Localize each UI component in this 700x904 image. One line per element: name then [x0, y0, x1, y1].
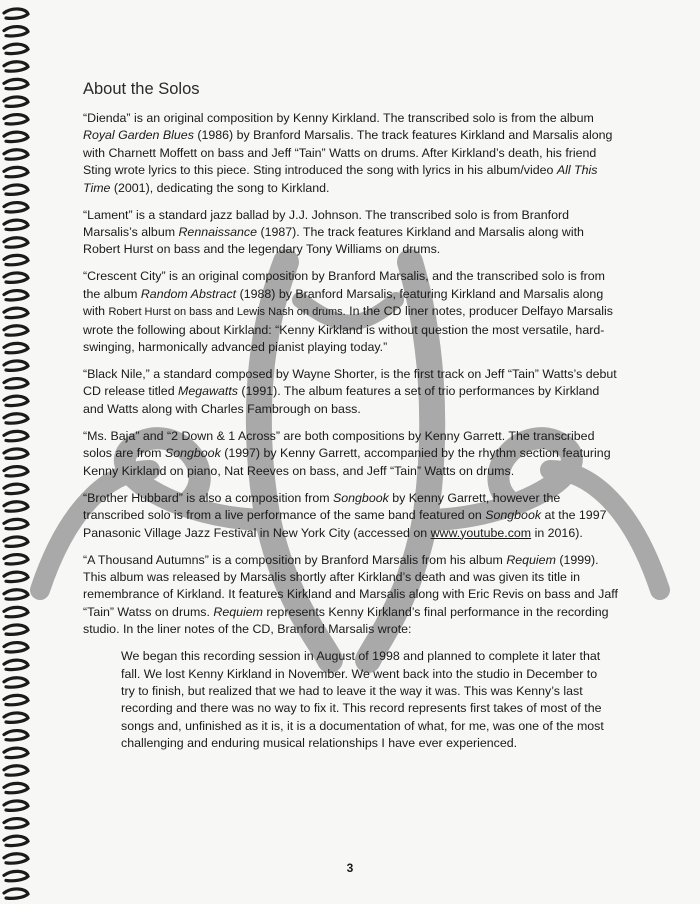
text-run: (1986) by Branford Marsalis. The track features Kirkland and Marsalis along with Charnett Moffett on bass and Jeff “Tain” Watts on drums. After Kirkland’s death, his friend Sting wrote lyrics to this piece. Sting introduced the song with lyrics in his album/video: [83, 128, 613, 178]
spiral-loop: [4, 167, 28, 176]
spiral-loop: [4, 660, 28, 669]
spiral-loop: [4, 44, 28, 53]
spiral-loop: [4, 379, 28, 388]
text-run: (1991). The album features a set of trio performances by Kirkland and Watts along with Charles Fambrough on bass.: [83, 384, 600, 416]
spiral-loop: [4, 203, 28, 212]
spiral-loop: [4, 502, 28, 511]
spiral-loop: [4, 326, 28, 335]
spiral-loop: [4, 625, 28, 634]
paragraph: [83, 366, 623, 418]
spiral-loop: [4, 731, 28, 740]
paragraph: [83, 268, 623, 356]
text-run: Robert Hurst on bass and Lewis Nash on drums.: [108, 306, 346, 319]
text-run: Random Abstract: [140, 286, 237, 301]
spiral-loop: [4, 431, 28, 440]
text-run: by Kenny Garrett, however the transcribed solo is from a live performance of the same band featured on: [83, 490, 561, 523]
spiral-loop: [4, 449, 28, 458]
text-run: (1999). This album was released by Marsalis shortly after Kirkland’s death and was given its title in remembrance of Kirkland. It features Kirkland and Marsalis along with Eric Revis on bass and Jaff “Tain” Watss on drums.: [83, 552, 618, 619]
document-content: [83, 78, 623, 753]
spiral-loop: [4, 484, 28, 493]
text-run: (1988) by Branford Marsalis, featuring Kirkland and Marsalis along with: [83, 286, 604, 319]
text-run: (2001), dedicating the song to Kirkland.: [110, 180, 330, 195]
spiral-binding: [0, 0, 40, 904]
spiral-loop: [4, 713, 28, 722]
spiral-loop: [4, 819, 28, 828]
paragraph: [83, 552, 623, 639]
section-heading: About the Solos: [83, 80, 200, 98]
spiral-loop: [4, 678, 28, 687]
spiral-loop: [4, 836, 28, 845]
paragraph: [83, 428, 623, 480]
text-run: In the CD liner notes, producer Delfayo Marsalis wrote the following about Kirkland: “Kenny Kirkland is without question the most versatile, hard-swinging, harmonically advanced pianist playing today.”: [83, 304, 613, 355]
spiral-loop: [4, 643, 28, 652]
spiral-loop: [4, 414, 28, 423]
spiral-loop: [4, 695, 28, 704]
text-run: represents Kenny Kirkland’s final performance in the recording studio. In the liner notes of the CD, Branford Marsalis wrote:: [83, 604, 609, 637]
spiral-loop: [4, 396, 28, 405]
spiral-loop: [4, 361, 28, 370]
spiral-loop: [4, 255, 28, 264]
spiral-loop: [4, 590, 28, 599]
spiral-loop: [4, 555, 28, 564]
spiral-loop: [4, 291, 28, 300]
spiral-loop: [4, 467, 28, 476]
spiral-loop: [4, 185, 28, 194]
spiral-loop: [4, 783, 28, 792]
spiral-loop: [4, 766, 28, 775]
spiral-loop: [4, 889, 28, 898]
text-run: “Black Nile,” a standard composed by Wayne Shorter, is the first track on Jeff “Tain” Watts’s debut CD release titled: [83, 367, 617, 399]
spiral-loop: [4, 115, 28, 124]
text-run: All This Time: [83, 163, 598, 195]
page-number: 3: [346, 861, 354, 875]
paragraph: [83, 490, 623, 542]
spiral-loop: [4, 801, 28, 810]
spiral-loop: [4, 220, 28, 229]
text-run: “A Thousand Autumns” is a composition by Branford Marsalis from his album: [83, 552, 507, 567]
paragraph: [83, 207, 623, 259]
text-run: “Brother Hubbard” is also a composition from: [83, 490, 333, 505]
text-run: at the 1997 Panasonic Village Jazz Festival in New York City (accessed on: [83, 508, 607, 540]
spiral-loop: [4, 27, 28, 36]
text-run: Rennaissance: [178, 225, 258, 240]
spiral-loop: [4, 132, 28, 141]
text-run: (1997) by Kenny Garrett, accompanied by the rhythm section featuring Kenny Kirkland on piano, Nat Reeves on bass, and Jeff “Tain” Watts on drums.: [83, 446, 611, 478]
text-run: “Crescent City” is an original composition by Branford Marsalis, and the transcribed solo is from the album: [83, 269, 605, 301]
text-run: Megawatts: [178, 384, 238, 399]
link-text[interactable]: www.youtube.com: [430, 525, 532, 540]
text-run: Royal Garden Blues: [83, 128, 194, 143]
text-run: Requiem: [213, 604, 263, 619]
spiral-loop: [4, 308, 28, 317]
spiral-loop: [4, 748, 28, 757]
spiral-loop: [4, 150, 28, 159]
spiral-loop: [4, 572, 28, 581]
text-run: Requiem: [506, 552, 556, 567]
spiral-loop: [4, 273, 28, 282]
text-run: in 2016).: [531, 525, 583, 540]
spiral-loop: [4, 97, 28, 106]
paragraph: [83, 110, 623, 197]
text-run: Songbook: [485, 508, 542, 523]
text-run: (1987). The track features Kirkland and Marsalis along with Robert Hurst on bass and the legendary Tony Williams on drums.: [83, 225, 584, 257]
text-run: “Dienda” is an original composition by Kenny Kirkland. The transcribed solo is from the album: [83, 111, 594, 125]
text-run: Songbook: [164, 446, 221, 461]
text-run: “Ms. Baja” and “2 Down & 1 Across” are both compositions by Kenny Garrett. The transcribed solos are from: [83, 428, 595, 461]
spiral-loop: [4, 238, 28, 247]
block-quote: We began this recording session in August of 1998 and planned to complete it later that fall. We lost Kenny Kirkland in November. We went back into the studio in December to try to finish, but realized that we had to leave it the way it was. This was Kenny’s last recording and there was no way to fix it. This record represents first takes of most of the songs and, unfinished as it is, it is a documentation of what, for me, was one of the most challenging and enduring musical relationships I have ever experienced.: [121, 649, 604, 751]
spiral-loop: [4, 79, 28, 88]
spiral-loop: [4, 519, 28, 528]
spiral-loop: [4, 62, 28, 71]
text-run: Songbook: [332, 490, 389, 505]
text-run: “Lament” is a standard jazz ballad by J.J. Johnson. The transcribed solo is from Branford Marsalis’s album: [83, 207, 569, 240]
body-paragraphs: [83, 110, 623, 639]
spiral-loop: [4, 343, 28, 352]
spiral-loop: [4, 607, 28, 616]
spiral-loop: [4, 9, 28, 18]
spiral-loop: [4, 537, 28, 546]
